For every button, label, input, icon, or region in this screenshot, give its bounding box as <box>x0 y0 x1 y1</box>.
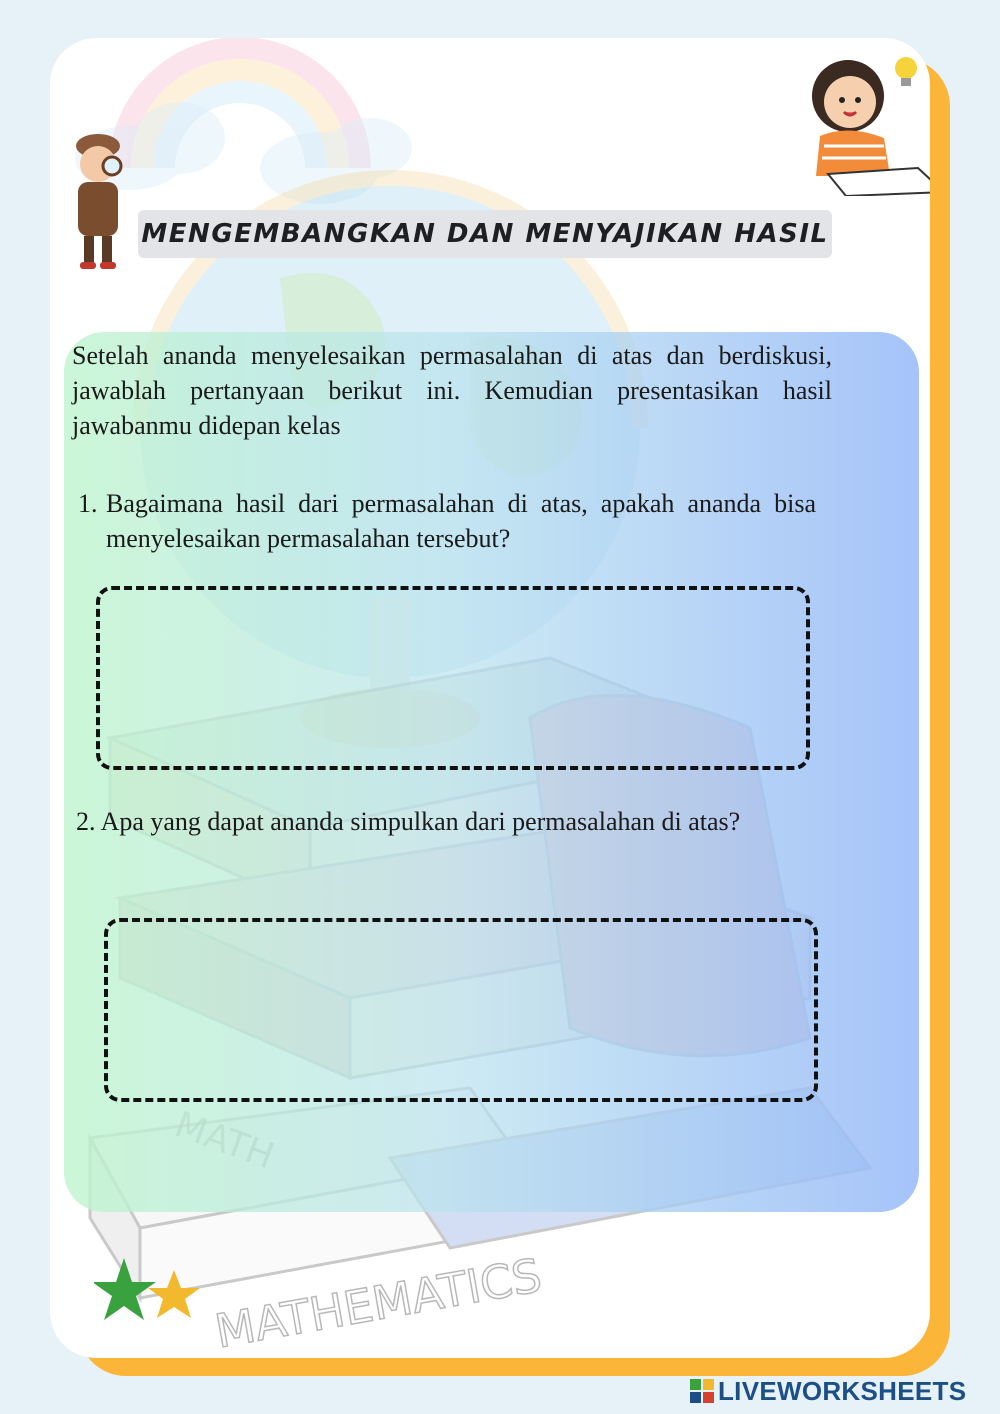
answer-box-1[interactable] <box>96 586 810 770</box>
question-1 <box>78 486 816 556</box>
question-1-text: Bagaimana hasil dari permasalahan di atas, apakah ananda bisa menyelesaikan permasalahan tersebut? <box>106 489 816 553</box>
question-2-text: 2. Apa yang dapat ananda simpulkan dari permasalahan di atas? <box>76 807 741 836</box>
liveworksheets-logo-icon <box>690 1379 714 1403</box>
stars-icon <box>94 1256 214 1336</box>
liveworksheets-logo[interactable] <box>690 1376 966 1406</box>
detective-icon <box>64 124 134 274</box>
intro-paragraph: Setelah ananda menyelesaikan permasalahan di atas dan berdiskusi, jawablah pertanyaan berikut ini. Kemudian presentasikan hasil jawabanmu didepan kelas <box>72 341 832 440</box>
mathematics-label: MATHEMATICS <box>211 1247 546 1358</box>
title-banner <box>138 210 832 258</box>
question-1-number: 1. <box>78 489 98 518</box>
answer-box-2[interactable] <box>104 918 818 1102</box>
student-lightbulb-icon <box>798 46 930 196</box>
brand-name: LIVEWORKSHEETS <box>718 1375 967 1406</box>
page-title: MENGEMBANGKAN DAN MENYAJIKAN HASIL <box>141 219 829 249</box>
